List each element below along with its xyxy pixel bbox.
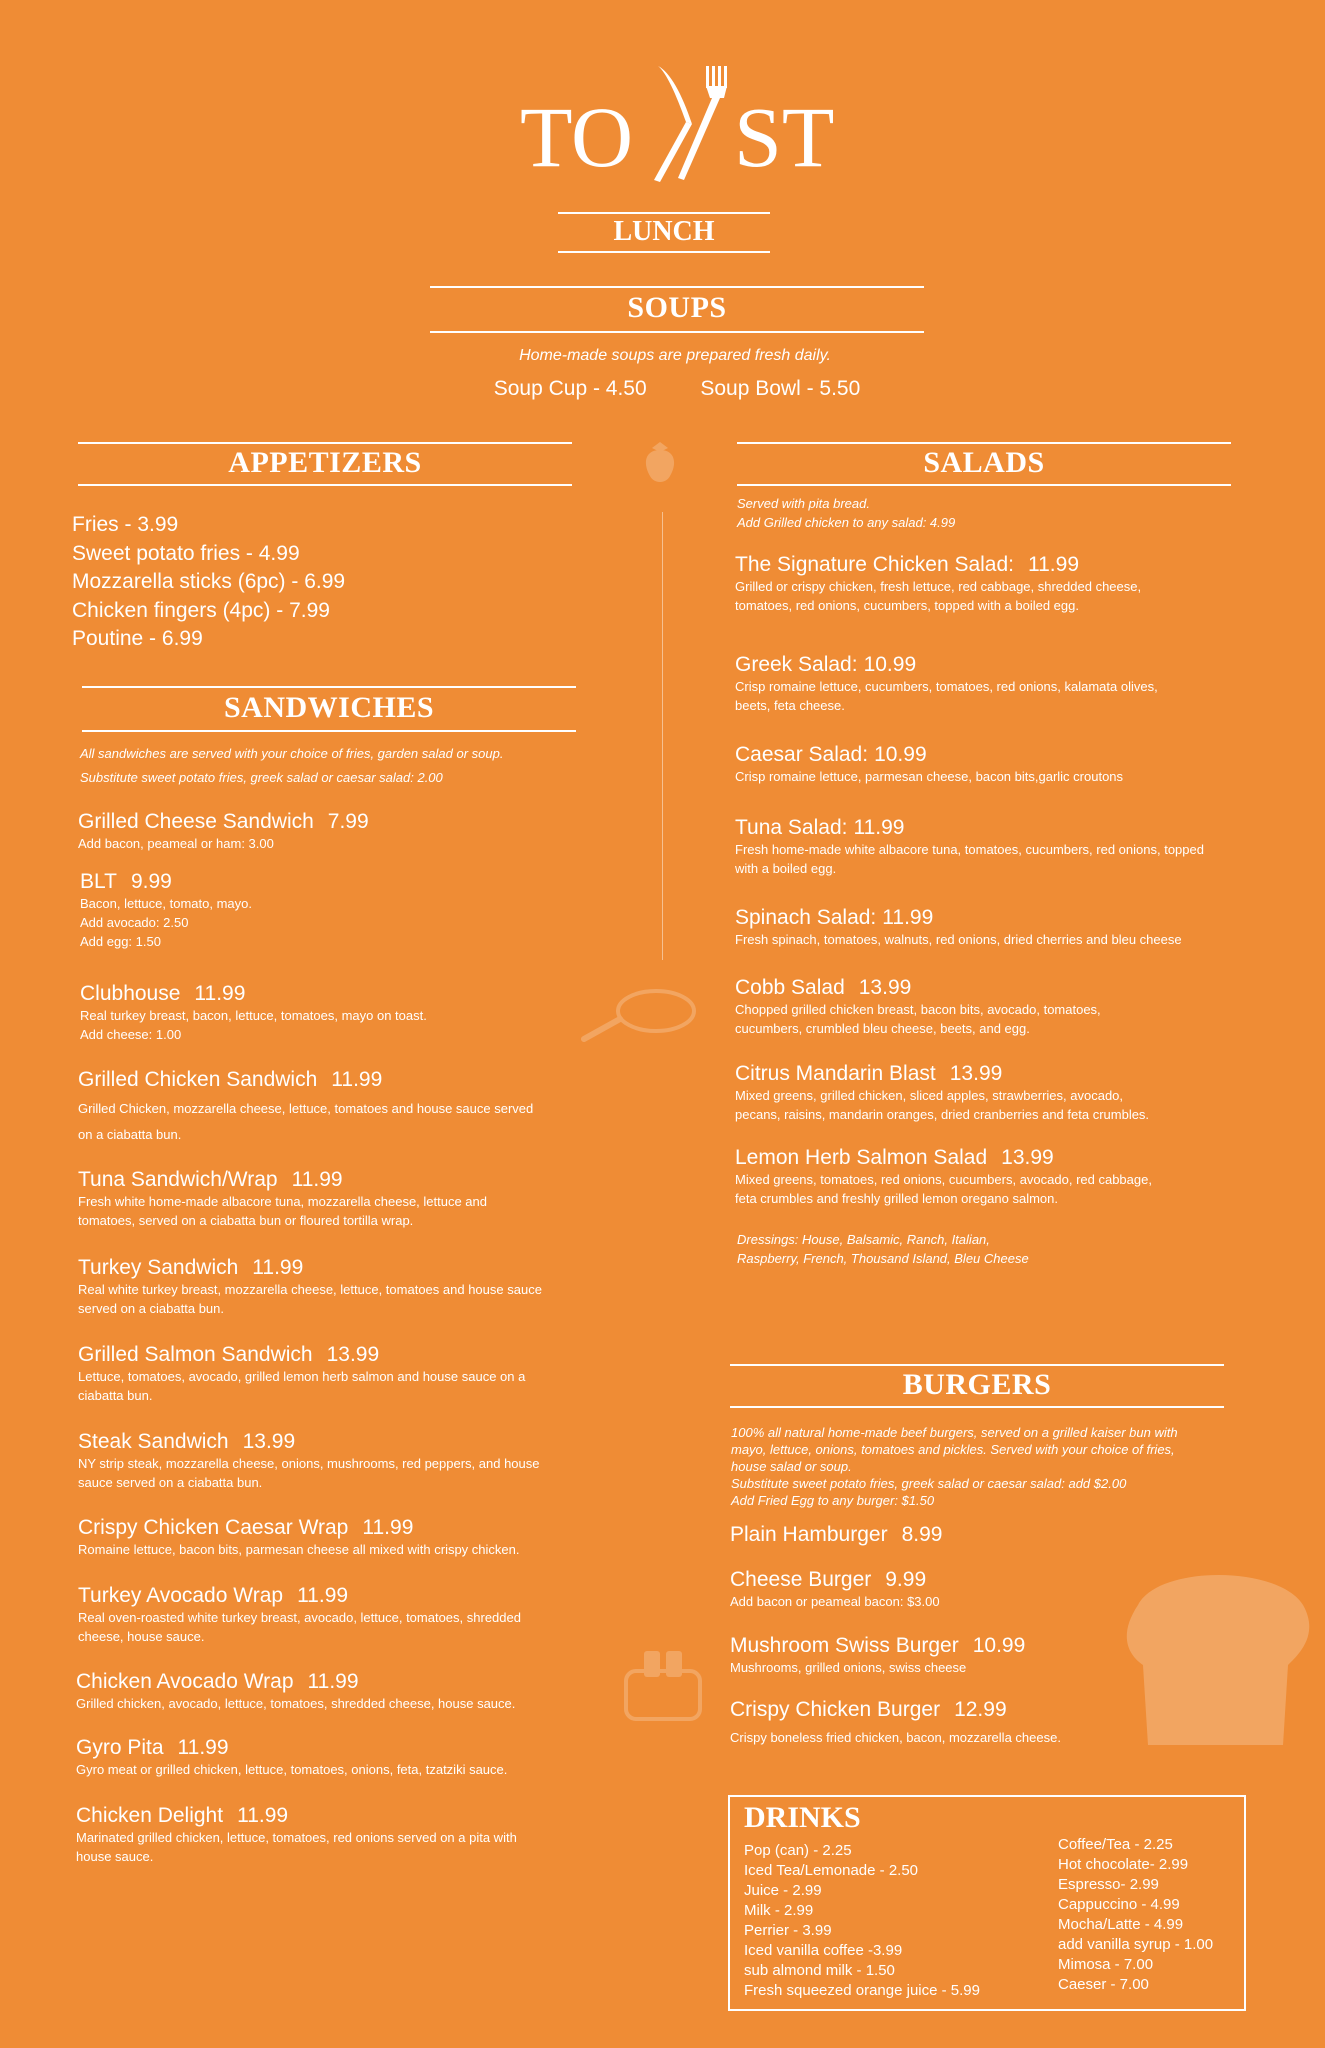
drink-item: Iced vanilla coffee -3.99 [744, 1942, 903, 1959]
appetizer-list [72, 511, 345, 654]
item-name: Turkey Sandwich [78, 1256, 239, 1279]
item-name: Crispy Chicken Caesar Wrap [78, 1516, 349, 1539]
item-price: 11.99 [882, 906, 934, 929]
salad-item [735, 553, 1141, 615]
sandwich-item [78, 810, 369, 853]
item-desc: Fresh white home-made albacore tuna, mozzarella cheese, lettuce and tomatoes, served on a ciabatta bun or floured tortilla wrap. [78, 1194, 487, 1228]
salad-item [735, 816, 1204, 878]
sandwich-item [78, 1516, 520, 1559]
appetizers-title: APPETIZERS [228, 446, 422, 479]
item-desc: Chopped grilled chicken breast, bacon bits, avocado, tomatoes, cucumbers, crumbled bleu cheese, beets, and egg. [735, 1002, 1101, 1036]
item-name: Greek Salad: [735, 653, 858, 676]
sandwich-item [80, 982, 427, 1044]
drink-item: Cappuccino - 4.99 [1058, 1896, 1180, 1913]
sandwiches-note [80, 742, 503, 790]
soup-cup: Soup Cup - 4.50 [493, 377, 647, 400]
dressings-line: Dressings: House, Balsamic, Ranch, Italian, [737, 1232, 990, 1247]
salads-note-line: Add Grilled chicken to any salad: 4.99 [737, 515, 956, 530]
salad-item [735, 653, 1158, 715]
lunch-rule-top [558, 212, 770, 214]
logo-text-left: TO [520, 89, 634, 185]
sandwich-item [76, 1804, 517, 1866]
item-price: 9.99 [885, 1568, 927, 1591]
salad-item [735, 743, 1123, 786]
menu-title: LUNCH [613, 216, 715, 247]
item-name: Tuna Salad: [735, 816, 848, 839]
drink-item: Caeser - 7.00 [1058, 1976, 1149, 1993]
item-desc: Crispy boneless fried chicken, bacon, mozzarella cheese. [730, 1730, 1061, 1745]
soups-title: SOUPS [627, 291, 727, 324]
item-price: 13.99 [242, 1430, 296, 1453]
soups-rule-bottom [430, 331, 924, 333]
item-price: 13.99 [858, 976, 912, 999]
item-name: Crispy Chicken Burger [730, 1698, 941, 1721]
item-price: 10.99 [863, 653, 917, 676]
sandwiches-rule-bottom [82, 730, 576, 732]
salads-rule-top [737, 442, 1231, 444]
drink-item: Juice - 2.99 [744, 1882, 822, 1899]
sandwich-item [78, 1584, 521, 1646]
sandwich-item [78, 1256, 542, 1318]
item-price: 8.99 [901, 1523, 943, 1546]
logo [520, 89, 835, 185]
item-price: 11.99 [194, 982, 246, 1005]
item-price: 11.99 [362, 1516, 414, 1539]
item-name: Mushroom Swiss Burger [730, 1634, 959, 1657]
salads-rule-bottom [737, 484, 1231, 486]
item-name: BLT [80, 870, 117, 893]
item-desc: Marinated grilled chicken, lettuce, tomatoes, red onions served on a pita with house sauce. [76, 1830, 517, 1864]
drink-item: Perrier - 3.99 [744, 1922, 832, 1939]
appetizer-item: Mozzarella sticks (6pc) - 6.99 [72, 570, 346, 593]
drink-item: Milk - 2.99 [744, 1902, 814, 1919]
item-price: 11.99 [252, 1256, 304, 1279]
item-name: Caesar Salad: [735, 743, 869, 766]
appetizer-item: Poutine - 6.99 [72, 627, 203, 650]
salads-note-line: Served with pita bread. [737, 496, 870, 511]
sandwiches-rule-top [82, 686, 576, 688]
burgers-note-line: mayo, lettuce, onions, tomatoes and pickles. Served with your choice of fries, [731, 1442, 1175, 1457]
item-name: Cobb Salad [735, 976, 845, 999]
item-name: Tuna Sandwich/Wrap [78, 1168, 278, 1191]
item-desc: Lettuce, tomatoes, avocado, grilled lemon herb salmon and house sauce on a ciabatta bun. [78, 1369, 526, 1403]
item-desc: Real oven-roasted white turkey breast, avocado, lettuce, tomatoes, shredded cheese, house sauce. [78, 1610, 521, 1644]
item-desc: Crisp romaine lettuce, parmesan cheese, bacon bits,garlic croutons [735, 769, 1124, 784]
item-price: 11.99 [853, 816, 905, 839]
item-name: Lemon Herb Salmon Salad [735, 1146, 988, 1169]
drink-item: add vanilla syrup - 1.00 [1058, 1936, 1214, 1953]
item-desc: Crisp romaine lettuce, cucumbers, tomatoes, red onions, kalamata olives, beets, feta cheese. [735, 679, 1158, 713]
salad-item [735, 976, 1101, 1038]
item-desc: Fresh spinach, tomatoes, walnuts, red onions, dried cherries and bleu cheese [735, 932, 1182, 947]
item-desc: Mixed greens, tomatoes, red onions, cucumbers, avocado, red cabbage, feta crumbles and freshly grilled lemon oregano salmon. [735, 1172, 1152, 1206]
item-price: 11.99 [297, 1584, 349, 1607]
soups-prices [430, 377, 924, 401]
item-desc: Grilled or crispy chicken, fresh lettuce, red cabbage, shredded cheese, tomatoes, red onions, cucumbers, topped with a boiled egg. [735, 579, 1142, 613]
drink-item: Hot chocolate- 2.99 [1058, 1856, 1189, 1873]
item-price: 11.99 [177, 1736, 229, 1759]
item-desc: NY strip steak, mozzarella cheese, onions, mushrooms, red peppers, and house sauce served on a ciabatta bun. [78, 1456, 540, 1490]
item-price: 11.99 [1028, 553, 1079, 576]
item-name: Turkey Avocado Wrap [78, 1584, 284, 1607]
item-name: Citrus Mandarin Blast [735, 1062, 936, 1085]
logo-text-right: ST [734, 89, 835, 185]
item-desc: Add bacon, peameal or ham: 3.00 [78, 836, 274, 851]
item-desc: Fresh home-made white albacore tuna, tomatoes, cucumbers, red onions, topped with a boiled egg. [735, 842, 1204, 876]
burger-item [730, 1523, 942, 1547]
drinks-right-column [1058, 1835, 1213, 1995]
sandwich-item [80, 870, 252, 951]
item-name: Spinach Salad: [735, 906, 877, 929]
salad-item [735, 1062, 1149, 1124]
appetizers-rule-top [78, 442, 572, 444]
sandwiches-note-line: Substitute sweet potato fries, greek salad or caesar salad: 2.00 [80, 770, 443, 785]
item-desc: Grilled chicken, avocado, lettuce, tomatoes, shredded cheese, house sauce. [76, 1696, 516, 1711]
bread-slice-icon [1098, 1565, 1323, 1755]
burger-item [730, 1634, 1025, 1677]
appetizers-rule-bottom [78, 484, 572, 486]
soups-note: Home-made soups are prepared fresh daily. [519, 347, 831, 364]
item-name: Plain Hamburger [730, 1523, 888, 1546]
item-name: The Signature Chicken Salad: [735, 553, 1014, 576]
burgers-note [731, 1424, 1178, 1509]
item-desc: Real white turkey breast, mozzarella cheese, lettuce, tomatoes and house sauce served on a ciabatta bun. [78, 1282, 542, 1316]
column-divider [662, 512, 663, 960]
salad-item [735, 1146, 1152, 1208]
salads-note [737, 494, 955, 532]
item-desc: Add bacon or peameal bacon: $3.00 [730, 1594, 940, 1609]
item-desc: Bacon, lettuce, tomato, mayo. Add avocado: 2.50 Add egg: 1.50 [80, 896, 252, 949]
burger-item [730, 1568, 940, 1611]
drink-item: Pop (can) - 2.25 [744, 1842, 852, 1859]
item-desc: Grilled Chicken, mozzarella cheese, lettuce, tomatoes and house sauce served on a ciabatta bun. [78, 1101, 534, 1142]
drink-item: Mimosa - 7.00 [1058, 1956, 1154, 1973]
drink-item: sub almond milk - 1.50 [744, 1962, 895, 1979]
sandwich-item [76, 1736, 507, 1779]
item-desc: Gyro meat or grilled chicken, lettuce, tomatoes, onions, feta, tzatziki sauce. [76, 1762, 508, 1777]
burgers-note-line: Add Fried Egg to any burger: $1.50 [731, 1493, 935, 1508]
drinks-title: DRINKS [744, 1801, 861, 1834]
drink-item: Fresh squeezed orange juice - 5.99 [744, 1982, 980, 1999]
strawberry-icon [640, 440, 680, 488]
drinks-box [728, 1795, 1246, 2011]
sandwiches-title: SANDWICHES [223, 691, 435, 724]
item-name: Chicken Avocado Wrap [76, 1670, 294, 1693]
item-desc: Mixed greens, grilled chicken, sliced apples, strawberries, avocado, pecans, raisins, mandarin oranges, dried cranberries and feta crumbles. [735, 1088, 1150, 1122]
item-price: 13.99 [326, 1343, 380, 1366]
appetizer-item: Chicken fingers (4pc) - 7.99 [72, 598, 330, 622]
item-price: 11.99 [331, 1068, 383, 1091]
item-name: Grilled Salmon Sandwich [78, 1343, 313, 1366]
drinks-left-column [744, 1841, 980, 2001]
item-price: 11.99 [307, 1670, 359, 1693]
soup-bowl: Soup Bowl - 5.50 [700, 377, 861, 400]
sandwiches-note-line: All sandwiches are served with your choice of fries, garden salad or soup. [80, 746, 504, 761]
drink-item: Mocha/Latte - 4.99 [1058, 1916, 1184, 1933]
item-price: 7.99 [327, 810, 369, 833]
salad-item [735, 906, 1182, 949]
drink-item: Espresso- 2.99 [1058, 1876, 1159, 1893]
sandwich-item [78, 1168, 487, 1230]
item-desc: Mushrooms, grilled onions, swiss cheese [730, 1660, 967, 1675]
item-name: Clubhouse [80, 982, 181, 1005]
item-price: 11.99 [291, 1168, 343, 1191]
fork-knife-icon [646, 64, 732, 184]
burgers-title: BURGERS [902, 1368, 1052, 1401]
toaster-icon [620, 1645, 710, 1725]
item-price: 9.99 [130, 870, 172, 893]
sandwich-item [78, 1343, 525, 1405]
frying-pan-icon [580, 985, 700, 1045]
item-name: Grilled Cheese Sandwich [78, 810, 314, 833]
item-price: 12.99 [954, 1698, 1007, 1721]
appetizer-item: Sweet potato fries - 4.99 [72, 541, 300, 565]
item-name: Grilled Chicken Sandwich [78, 1068, 318, 1091]
drink-item: Iced Tea/Lemonade - 2.50 [744, 1862, 919, 1879]
burgers-rule-top [730, 1364, 1224, 1366]
burgers-rule-bottom [730, 1406, 1224, 1408]
item-price: 10.99 [972, 1634, 1026, 1657]
item-price: 11.99 [237, 1804, 289, 1827]
lunch-rule-bottom [558, 251, 770, 253]
item-price: 13.99 [1001, 1146, 1054, 1169]
sandwich-item [76, 1670, 515, 1713]
appetizer-item: Fries - 3.99 [72, 513, 179, 536]
sandwich-item [78, 1068, 533, 1148]
soups-rule-top [430, 286, 924, 288]
burgers-note-line: 100% all natural home-made beef burgers, served on a grilled kaiser bun with [731, 1425, 1178, 1440]
item-name: Cheese Burger [730, 1568, 872, 1591]
item-price: 10.99 [874, 743, 927, 766]
item-desc: Real turkey breast, bacon, lettuce, tomatoes, mayo on toast. Add cheese: 1.00 [80, 1008, 427, 1042]
salads-title: SALADS [923, 446, 1045, 479]
dressings-line: Raspberry, French, Thousand Island, Bleu Cheese [737, 1251, 1029, 1266]
item-name: Gyro Pita [76, 1736, 164, 1759]
burgers-note-line: house salad or soup. [731, 1459, 852, 1474]
burger-item [730, 1698, 1061, 1747]
dressings-note [737, 1230, 1029, 1268]
item-name: Chicken Delight [76, 1804, 224, 1827]
item-desc: Romaine lettuce, bacon bits, parmesan cheese all mixed with crispy chicken. [78, 1542, 520, 1557]
burgers-note-line: Substitute sweet potato fries, greek salad or caesar salad: add $2.00 [731, 1476, 1127, 1491]
item-name: Steak Sandwich [78, 1430, 229, 1453]
sandwich-item [78, 1430, 540, 1492]
drink-item: Coffee/Tea - 2.25 [1058, 1836, 1173, 1853]
item-price: 13.99 [949, 1062, 1003, 1085]
